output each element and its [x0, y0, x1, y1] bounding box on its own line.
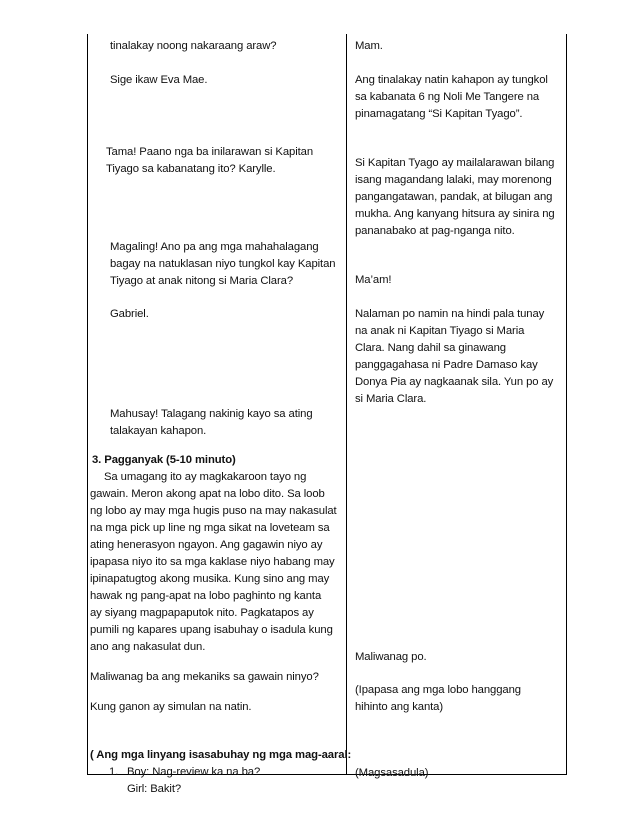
student-line: panggagahasa ni Padre Damaso kay: [355, 359, 538, 371]
student-line: Ma’am!: [355, 274, 392, 286]
paragraph-line: pumili ng kapares upang isabuhay o isadula kung: [90, 624, 333, 636]
teacher-line: Kung ganon ay simulan na natin.: [90, 701, 252, 713]
paragraph-line: ay siyang magpapaputok nito. Pagkatapos ay: [90, 607, 314, 619]
teacher-line: Maliwanag ba ang mekaniks sa gawain ninyo?: [90, 671, 319, 683]
student-line: Clara. Nang dahil sa ginawang: [355, 342, 506, 354]
student-line: pinamagatang “Si Kapitan Tyago”.: [355, 108, 523, 120]
paragraph-line: ating henerasyon ngayon. Ang gagawin niyo ay: [90, 539, 323, 551]
section-heading: 3. Pagganyak (5-10 minuto): [92, 454, 236, 466]
paragraph-line: ng lobo ay may mga hugis puso na may nakasulat: [90, 505, 337, 517]
paragraph-line: hawak ng pang-apat na lobo paghinto ng kanta: [90, 590, 322, 602]
teacher-line: bagay na natuklasan niyo tungkol kay Kapitan: [110, 258, 336, 270]
student-line: sa kabanata 6 ng Noli Me Tangere na: [355, 91, 540, 103]
teacher-line: Tama! Paano nga ba inilarawan si Kapitan: [106, 146, 314, 158]
student-line: (Ipapasa ang mga lobo hanggang: [355, 684, 521, 696]
student-line: Mam.: [355, 40, 383, 52]
list-number: 1.: [109, 766, 119, 778]
teacher-line: Sige ikaw Eva Mae.: [110, 74, 208, 86]
teacher-line: Tiyago sa kabanatang ito? Karylle.: [106, 163, 276, 175]
teacher-line: Mahusay! Talagang nakinig kayo sa ating: [110, 408, 313, 420]
paragraph-line: gawain. Meron akong apat na lobo dito. Sa loob: [90, 488, 325, 500]
teacher-line: Gabriel.: [110, 308, 149, 320]
teacher-line: tinalakay noong nakaraang araw?: [110, 40, 277, 52]
paragraph-line: Sa umagang ito ay magkakaroon tayo ng: [104, 471, 307, 483]
column-divider: [346, 34, 347, 774]
student-line: isang magandang lalaki, may morenong: [355, 174, 552, 186]
student-line: si Maria Clara.: [355, 393, 427, 405]
student-line: pananabako at pag-nganga nito.: [355, 225, 515, 237]
list-item: Girl: Bakit?: [127, 783, 182, 795]
student-line: Maliwanag po.: [355, 651, 427, 663]
student-line: mukha. Ang kanyang hitsura ay sinira ng: [355, 208, 555, 220]
student-line: na anak ni Kapitan Tiyago si Maria: [355, 325, 525, 337]
list-item: Boy: Nag-review ka na ba?: [127, 766, 261, 778]
student-line: Donya Pia ay nagkaanak sila. Yun po ay: [355, 376, 554, 388]
lines-heading: ( Ang mga linyang isasabuhay ng mga mag-aaral:: [90, 749, 352, 761]
student-line: Nalaman po namin na hindi pala tunay: [355, 308, 545, 320]
paragraph-line: ano ang nakasulat dun.: [90, 641, 206, 653]
student-line: hihinto ang kanta): [355, 701, 444, 713]
paragraph-line: ipapasa niyo ito sa mga kaklase niyo habang may: [90, 556, 335, 568]
paragraph-line: ipinapatugtog akong musika. Kung sino ang may: [90, 573, 330, 585]
student-line: Ang tinalakay natin kahapon ay tungkol: [355, 74, 548, 86]
teacher-line: talakayan kahapon.: [110, 425, 207, 437]
student-line: (Magsasadula): [355, 767, 429, 779]
student-line: Si Kapitan Tyago ay mailalarawan bilang: [355, 157, 555, 169]
paragraph-line: na mga pick up line ng mga sikat na loveteam sa: [90, 522, 330, 534]
student-line: pangangatawan, pandak, at bilugan ang: [355, 191, 553, 203]
teacher-line: Magaling! Ano pa ang mga mahahalagang: [110, 241, 319, 253]
teacher-line: Tiyago at anak nitong si Maria Clara?: [110, 275, 294, 287]
